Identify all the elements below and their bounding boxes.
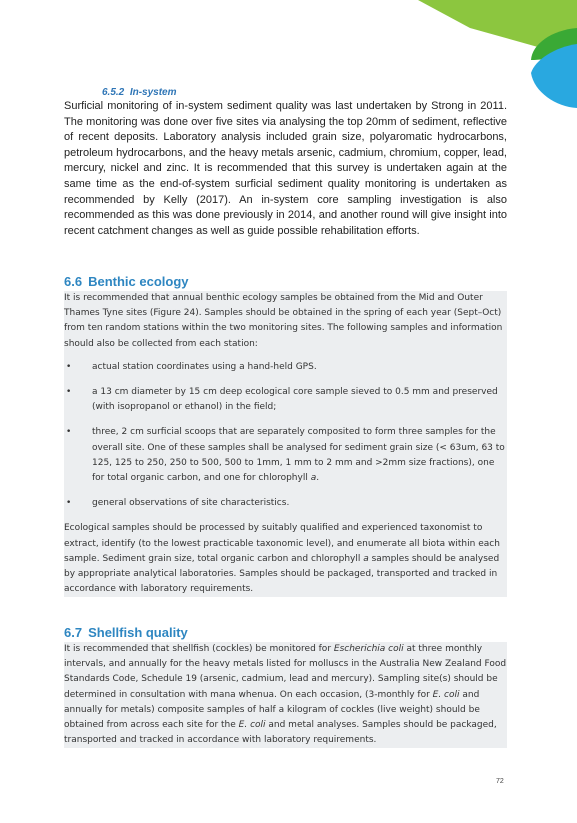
section-title: Shellfish quality xyxy=(88,625,188,640)
list-item xyxy=(64,360,507,375)
benthic-sample-list xyxy=(64,360,507,512)
bullet-glyph: • xyxy=(66,387,72,398)
list-item xyxy=(64,425,507,486)
list-item xyxy=(64,496,507,511)
bullet-glyph: • xyxy=(66,498,72,509)
bullet-glyph: • xyxy=(66,361,72,372)
benthic-intro-paragraph: It is recommended that annual benthic ecology samples be obtained from the Mid and Outer Thames Tyne sites (Figure 24). Samples should be obtained in the spring of each year (Sept–Oct) from ten random stations within the two monitoring sites. The following samples and information should also be collected from each station: xyxy=(64,293,503,349)
list-item-text: general observations of site characteristics. xyxy=(92,498,290,509)
list-item xyxy=(64,385,507,415)
section-number: 6.6 xyxy=(64,274,83,289)
list-item-text: a 13 cm diameter by 15 cm deep ecological core sample sieved to 0.5 mm and preserved (with isopropanol or ethanol) in the field; xyxy=(92,387,498,413)
corner-green-band xyxy=(418,0,577,58)
list-item-text: three, 2 cm surficial scoops that are separately composited to form three samples for the overall site. One of these samples shall be analysed for sediment grain size (< 63um, 63 to 125, 125 to 250, 250 to 500, 500 to 1mm, 1 mm to 2 mm and >2mm size fractions), one for total organic carbon, and one for chlorophyll a. xyxy=(92,427,505,484)
corner-decoration xyxy=(0,0,577,110)
benthic-closing-paragraph: Ecological samples should be processed by suitably qualified and experienced taxonomist to extract, identify (to the lowest practicable taxonomic level), and enumerate all biota within each sample. Sediment grain size, total organic carbon and chlorophyll a samples should be analysed by appropriate analytical laboratories. Samples should be packaged, transported and tracked in accordance with laboratory requirements. xyxy=(64,523,500,595)
bullet-glyph: • xyxy=(66,427,72,438)
shellfish-quality-block xyxy=(64,642,507,748)
benthic-ecology-block xyxy=(64,291,507,597)
section-heading-6-7 xyxy=(64,625,188,640)
in-system-paragraph: Surficial monitoring of in-system sediment quality was last undertaken by Strong in 2011. The monitoring was done over five sites via analysing the top 20mm of sediment, reflective of recent deposits. Laboratory analysis included grain size, polyaromatic hydrocarbons, petroleum hydrocarbons, and the heavy metals arsenic, cadmium, chromium, copper, lead, mercury, nickel and zinc. It is recommended that this survey is undertaken again at the same time as the end-of-system surficial sediment quality monitoring is undertaken as recommended by Kelly (2017). An in-system core sampling investigation is also recommended as this was done previously in 2014, and another round will give insight into recent catchment changes as well as guide possible rehabilitation efforts. xyxy=(64,100,507,237)
subsection-heading-6-5-2 xyxy=(102,87,177,98)
section-heading-6-6 xyxy=(64,274,189,289)
corner-blue-shape xyxy=(531,44,577,108)
section-title: Benthic ecology xyxy=(88,274,189,289)
subsection-title: In-system xyxy=(129,87,177,98)
section-number: 6.7 xyxy=(64,625,83,640)
shellfish-paragraph: It is recommended that shellfish (cockles) be monitored for Escherichia coli at three monthly intervals, and annually for the heavy metals listed for molluscs in the Australia New Zealand Food Standards Code, Schedule 19 (arsenic, cadmium, lead and mercury). Sampling site(s) should be determined in consultation with mana whenua. On each occasion, (3-monthly for E. coli and annually for metals) composite samples of half a kilogram of cockles (live weight) should be obtained from across each site for the E. coli and metal analyses. Samples should be packaged, transported and tracked in accordance with laboratory requirements. xyxy=(64,644,507,746)
subsection-number: 6.5.2 xyxy=(102,87,125,98)
corner-dark-green-shape xyxy=(531,28,577,60)
page-number: 72 xyxy=(496,778,504,785)
list-item-text: actual station coordinates using a hand-held GPS. xyxy=(92,361,317,372)
